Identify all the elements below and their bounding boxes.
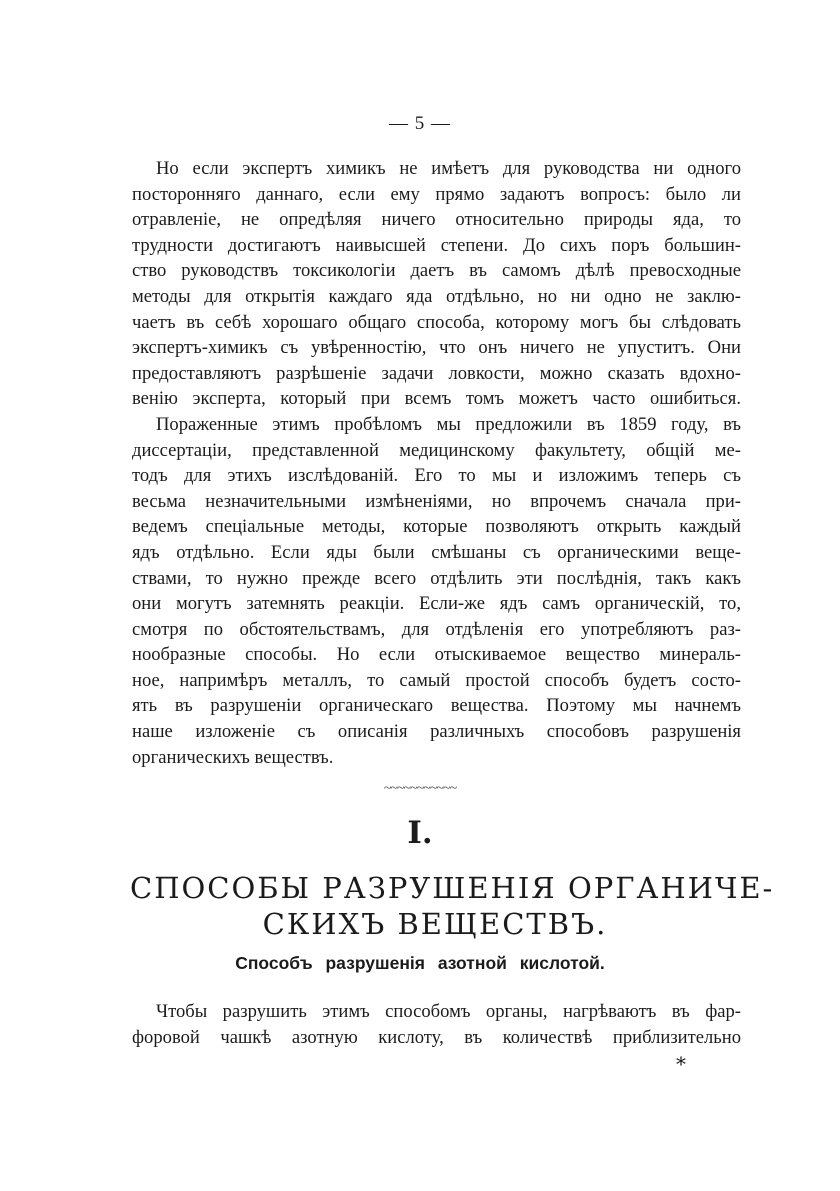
text-line: они могутъ затемнять реакціи. Если-же ядъ самъ органическій, то, (132, 593, 741, 615)
text-line: трудности достигаютъ наивысшей степени. До сихъ поръ большин- (132, 234, 741, 256)
text-line: чаетъ въ себѣ хорошаго общаго способа, которому могъ бы слѣдовать (132, 311, 741, 333)
text-line: наше изложеніе съ описанія различныхъ способовъ разрушенія (132, 721, 741, 743)
text-line: ство руководствъ токсикологіи даетъ въ самомъ дѣлѣ превосходные (132, 260, 741, 282)
text-line: венію эксперта, который при всемъ томъ можетъ часто ошибиться. (132, 388, 741, 410)
text-line: весьма незначительными измѣненіями, но впрочемъ сначала при- (132, 490, 741, 512)
text-line: ядъ отдѣльно. Если яды были смѣшаны съ органическими веще- (132, 541, 741, 563)
text-line: смотря по обстоятельствамъ, для отдѣленія его употребляютъ раз- (132, 618, 741, 640)
text-line: отравленіе, не опредѣляя ничего относительно природы яда, то (132, 209, 741, 231)
chapter-title-line: СКИХЪ ВЕЩЕСТВЪ. (262, 907, 608, 941)
text-line: экспертъ-химикъ съ увѣренностію, что онъ ничего не упуститъ. Они (132, 337, 741, 359)
intro-text (132, 156, 741, 770)
text-line: предоставляютъ разрѣшеніе задачи ловкости, можно сказать вдохно- (132, 362, 741, 384)
paragraph-2 (132, 412, 741, 770)
chapter-title (130, 870, 775, 942)
text-line: ное, напримѣръ металлъ, то самый простой способъ будетъ состо- (132, 669, 741, 691)
text-line: тодъ для этихъ изслѣдованій. Его то мы и изложимъ теперь съ (132, 465, 741, 487)
paragraph-1 (132, 156, 741, 412)
text-line: органическихъ веществъ. (132, 746, 334, 768)
section-ornament: ~~~~~~~~~~~ (383, 781, 457, 796)
text-line: диссертаціи, представленной медицинскому факультету, общій ме- (132, 439, 741, 461)
text-line: посторонняго даннаго, если ему прямо задаютъ вопросъ: было ли (132, 183, 741, 205)
text-line: ять въ разрушеніи органическаго вещества. Поэтому мы начнемъ (132, 695, 741, 717)
section-number: I. (407, 815, 433, 851)
subheading: Способъ разрушенія азотной кислотой. (235, 953, 605, 973)
page-number: — 5 — (389, 113, 451, 134)
text-line: Но если экспертъ химикъ не имѣетъ для руководства ни одного (156, 158, 741, 179)
text-line: Пораженные этимъ пробѣломъ мы предложили въ 1859 году, въ (156, 413, 741, 435)
text-line: Чтобы разрушить этимъ способомъ органы, нагрѣваютъ въ фар- (156, 1001, 741, 1022)
paragraph-3 (132, 999, 741, 1050)
signature-mark: * (676, 1052, 686, 1076)
text-line: ведемъ спеціальные методы, которые позволяютъ открыть каждый (132, 516, 741, 538)
text-line: нообразные способы. Но если отыскиваемое вещество минераль- (132, 644, 741, 666)
chapter-title-line: СПОСОБЫ РАЗРУШЕНІЯ ОРГАНИЧЕ- (130, 871, 775, 905)
text-line: ствами, то нужно прежде всего отдѣлить эти послѣднія, такъ какъ (132, 567, 741, 589)
text-line: методы для открытія каждаго яда отдѣльно, но ни одно не заклю- (132, 285, 741, 307)
section-text (132, 999, 741, 1050)
text-line: форовой чашкѣ азотную кислоту, въ количествѣ приблизительно (132, 1026, 741, 1048)
